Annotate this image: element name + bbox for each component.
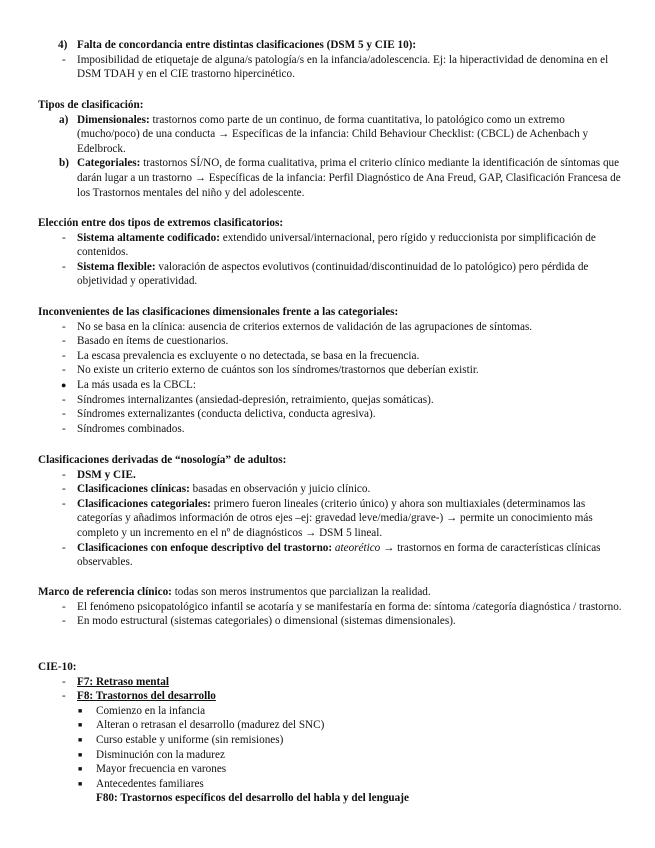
section-derivadas [38,453,625,570]
square-bullet-icon: ■ [78,706,83,715]
item-label: Clasificaciones con enfoque descriptivo del trastorno: [77,541,333,554]
list-item [38,482,625,497]
item-label: Categoriales: [77,157,141,170]
item-text: primero fueron lineales (criterio único) y ahora son multiaxiales (determinamos las categorías y añadimos información de otros ejes –ej: gravedad leve/media/grave-) → permite un conocimiento más completo y un incremento en el nº de diagnósticos → DSM 5 lineal. [77,497,593,539]
section-heading: CIE-10: [38,661,77,673]
item-text: La más usada es la CBCL: [77,378,196,391]
list-item [38,53,625,82]
dash-marker: - [62,53,66,66]
item-text: Basado en ítems de cuestionarios. [77,335,229,348]
item-text: En modo estructural (sistemas categoriales) o dimensional (sistemas dimensionales). [77,615,456,628]
item-label: F8: Trastornos del desarrollo [77,690,216,703]
item-label: F7: Retraso mental [77,675,169,688]
item-label: Sistema altamente codificado: [77,231,220,244]
list-item [38,675,625,690]
section-heading: Elección entre dos tipos de extremos clasificatorios: [38,217,284,229]
list-item [38,231,625,260]
numbered-heading [38,38,625,53]
item-text: valoración de aspectos evolutivos (continuidad/discontinuidad de lo patológico) pero pérdida de objetividad y operatividad. [77,260,589,288]
square-bullet-icon: ■ [78,779,83,788]
dash-marker: - [62,349,66,362]
section-heading: Clasificaciones derivadas de “nosología” de adultos: [38,454,287,466]
section-heading [38,585,625,600]
item-text: trastornos como parte de un continuo, de forma cuantitativa, lo patológico como un extremo (mucho/poco) de una conducta → Específicas de la infancia: Child Behaviour Checklist: (CBCL) de Achenbach y Edelbrock. [77,113,589,155]
dash-marker: - [62,600,66,613]
dash-marker: - [62,260,66,273]
list-item [38,777,625,792]
dash-marker: - [62,468,66,481]
list-number: 4) [58,39,68,51]
list-item [38,260,625,289]
square-bullet-icon: ■ [78,765,83,774]
dash-marker: - [62,231,66,244]
list-item [38,600,625,615]
section-marco [38,585,625,629]
list-item [38,156,625,200]
dash-marker: - [62,675,66,688]
list-item [38,733,625,748]
section-tipos [38,98,625,200]
item-text: Antecedentes familiares [96,777,204,790]
square-bullet-icon: ■ [78,721,83,730]
item-text: trastornos SÍ/NO, de forma cualitativa, prima el criterio clínico mediante la identificación de síntomas que darán lugar a un trastorno → Específicas de la infancia: Perfil Diagnóstico de Ana Freud, GAP, Clasificación Francesa de los Trastornos mentales del niño y del adolescente. [77,157,621,199]
dash-marker: - [62,393,66,406]
dash-marker: - [62,408,66,421]
dash-marker: - [62,497,66,510]
item-label: Dimensionales: [77,113,150,126]
list-item [38,393,625,408]
dash-marker: - [62,364,66,377]
list-item [38,541,625,570]
list-item [38,614,625,629]
item-text: Comienzo en la infancia [96,704,206,717]
subheading: F80: Trastornos específicos del desarrollo del habla y del lenguaje [96,792,409,805]
section-cie10 [38,660,625,806]
list-item [38,497,625,541]
section-heading: Inconvenientes de las clasificaciones dimensionales frente a las categoriales: [38,306,399,318]
list-item [38,407,625,422]
list-item [38,422,625,437]
list-item [38,468,625,483]
letter-marker: b) [59,157,69,170]
item-text: Disminución con la madurez [96,748,225,761]
bullet-icon: ● [61,379,67,390]
heading-label: Marco de referencia clínico: [38,586,172,598]
dash-marker: - [62,422,66,435]
item-text: Alteran o retrasan el desarrollo (madurez del SNC) [96,719,325,732]
dash-marker: - [62,483,66,496]
list-item [38,718,625,733]
item-label: Sistema flexible: [77,260,156,273]
list-item [38,762,625,777]
item-text: El fenómeno psicopatológico infantil se acotaría y se manifestaría en forma de: síntoma /categoría diagnóstica / trastorno. [77,600,622,613]
section-eleccion [38,216,625,289]
item-italic: ateorético [334,541,381,554]
dash-marker: - [62,541,66,554]
dash-marker: - [62,615,66,628]
item-label: Clasificaciones categoriales: [77,497,211,510]
item-text: No existe un criterio externo de cuántos son los síndromes/trastornos que deberían existir. [77,364,479,377]
list-item [38,349,625,364]
item-text: extendido universal/internacional, pero rígido y reduccionista por simplificación de contenidos. [77,231,596,259]
item-text: Síndromes externalizantes (conducta delictiva, conducta agresiva). [77,408,376,421]
heading-text: todas son meros instrumentos que parcializan la realidad. [171,586,431,598]
section-concordancia [38,38,625,82]
item-text: Mayor frecuencia en varones [96,763,227,776]
letter-marker: a) [59,113,69,126]
item-label: DSM y CIE. [77,468,136,481]
item-text: Curso estable y uniforme (sin remisiones) [96,733,284,746]
dash-marker: - [62,690,66,703]
list-item [38,704,625,719]
dash-marker: - [62,320,66,333]
list-item [38,378,625,393]
list-item [38,113,625,157]
section-heading: Tipos de clasificación: [38,99,144,111]
heading-text: Falta de concordancia entre distintas clasificaciones (DSM 5 y CIE 10): [77,39,417,51]
item-text: basadas en observación y juicio clínico. [189,483,371,496]
list-item [38,320,625,335]
section-inconvenientes [38,305,625,436]
item-text: → trastornos en forma de características clínicas observables. [77,541,601,569]
dash-marker: - [62,335,66,348]
item-text: No se basa en la clínica: ausencia de criterios externos de validación de las agrupaciones de síntomas. [77,320,533,333]
item-text: Síndromes combinados. [77,422,185,435]
item-text: Imposibilidad de etiquetaje de alguna/s patología/s en la infancia/adolescencia. Ej: la hiperactividad de denomina en el DSM TDAH y en el CIE trastorno hipercinético. [77,53,609,81]
item-text: La escasa prevalencia es excluyente o no detectada, se basa en la frecuencia. [77,349,420,362]
list-item [38,334,625,349]
square-bullet-icon: ■ [78,750,83,759]
list-item [38,748,625,763]
list-item [38,363,625,378]
list-item [38,689,625,704]
square-bullet-icon: ■ [78,735,83,744]
item-text: Síndromes internalizantes (ansiedad-depresión, retraimiento, quejas somáticas). [77,393,434,406]
item-label: Clasificaciones clínicas: [77,483,190,496]
